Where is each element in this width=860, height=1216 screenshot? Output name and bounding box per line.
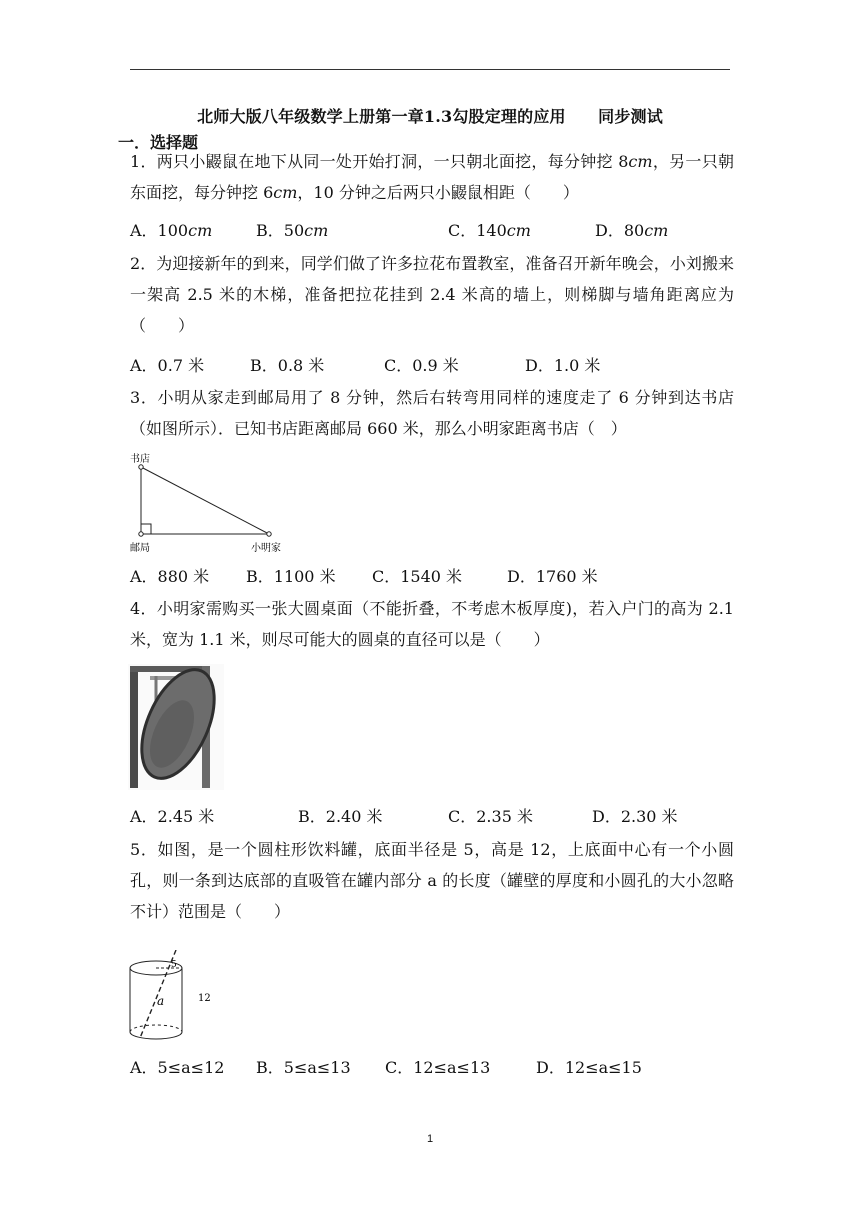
header-rule [130, 69, 730, 70]
label-height: 12 [198, 993, 211, 1004]
cylinder-can-figure [126, 950, 216, 1046]
label-bookstore: 书店 [130, 454, 150, 465]
option-d: D．2.30 米 [592, 807, 678, 826]
option-b: B．1100 米 [246, 567, 336, 586]
door-round-table-photo [128, 664, 224, 790]
post-office-point [139, 532, 143, 536]
home-point [267, 532, 271, 536]
option-b: B．2.40 米 [298, 807, 383, 826]
question-2-text: 2．为迎接新年的到来，同学们做了许多拉花布置教室，准备召开新年晚会，小刘搬来一架高 2.5 米的木梯，准备把拉花挂到 2.4 米高的墙上，则梯脚与墙角距离应为（ ） [130, 254, 734, 335]
option-b: B．50cm [256, 221, 329, 240]
option-a: A．880 米 [130, 567, 210, 586]
option-a: A．2.45 米 [130, 807, 215, 826]
option-c: C．0.9 米 [384, 356, 459, 375]
option-d: D．1.0 米 [525, 356, 601, 375]
label-straw: a [157, 994, 165, 1008]
map-triangle-figure [128, 450, 298, 558]
can-bottom-back [130, 1025, 182, 1032]
question-1-options [130, 218, 730, 240]
option-a: A．5≤a≤12 [130, 1058, 225, 1077]
label-radius: 5 [171, 960, 177, 970]
label-post-office: 邮局 [130, 543, 150, 554]
question-1-text: 1．两只小鼹鼠在地下从同一处开始打洞，一只朝北面挖，每分钟挖 8cm，另一只朝东面挖，每分钟挖 6cm，10 分钟之后两只小鼹鼠相距（ ） [130, 152, 734, 202]
can-bottom-front [130, 1032, 182, 1039]
question-3-options [130, 564, 730, 586]
label-home: 小明家 [251, 543, 281, 554]
option-b: B．0.8 米 [250, 356, 325, 375]
question-4-text: 4．小明家需购买一张大圆桌面（不能折叠，不考虑木板厚度)，若入户门的高为 2.1 米，宽为 1.1 米，则尽可能大的圆桌的直径可以是（ ） [130, 599, 734, 649]
bookstore-point [139, 465, 143, 469]
question-5-options [130, 1055, 730, 1077]
option-a: A．0.7 米 [130, 356, 205, 375]
option-d: D．80cm [595, 221, 669, 240]
door-frame-left [130, 666, 138, 788]
option-c: C．12≤a≤13 [385, 1058, 491, 1077]
option-c: C．140cm [448, 221, 531, 240]
section-heading: 一．选择题 [118, 133, 199, 152]
question-4-options [130, 804, 730, 826]
triangle-hypotenuse [141, 467, 269, 534]
option-d: D．12≤a≤15 [536, 1058, 642, 1077]
option-c: C．2.35 米 [448, 807, 533, 826]
question-5-text: 5．如图，是一个圆柱形饮料罐，底面半径是 5，高是 12，上底面中心有一个小圆孔，则一条到达底部的直吸管在罐内部分 a 的长度（罐壁的厚度和小圆孔的大小忽略不计）范围是（ ） [130, 840, 734, 921]
option-b: B．5≤a≤13 [256, 1058, 351, 1077]
page-number: 1 [426, 1133, 434, 1145]
option-c: C．1540 米 [372, 567, 463, 586]
page-title: 北师大版八年级数学上册第一章1.3勾股定理的应用 同步测试 [197, 107, 663, 126]
question-2-options [130, 353, 730, 375]
option-d: D．1760 米 [507, 567, 598, 586]
question-3-text: 3．小明从家走到邮局用了 8 分钟，然后右转弯用同样的速度走了 6 分钟到达书店（如图所示）．已知书店距离邮局 660 米，那么小明家距离书店（ ） [130, 388, 734, 438]
option-a: A．100cm [130, 221, 213, 240]
